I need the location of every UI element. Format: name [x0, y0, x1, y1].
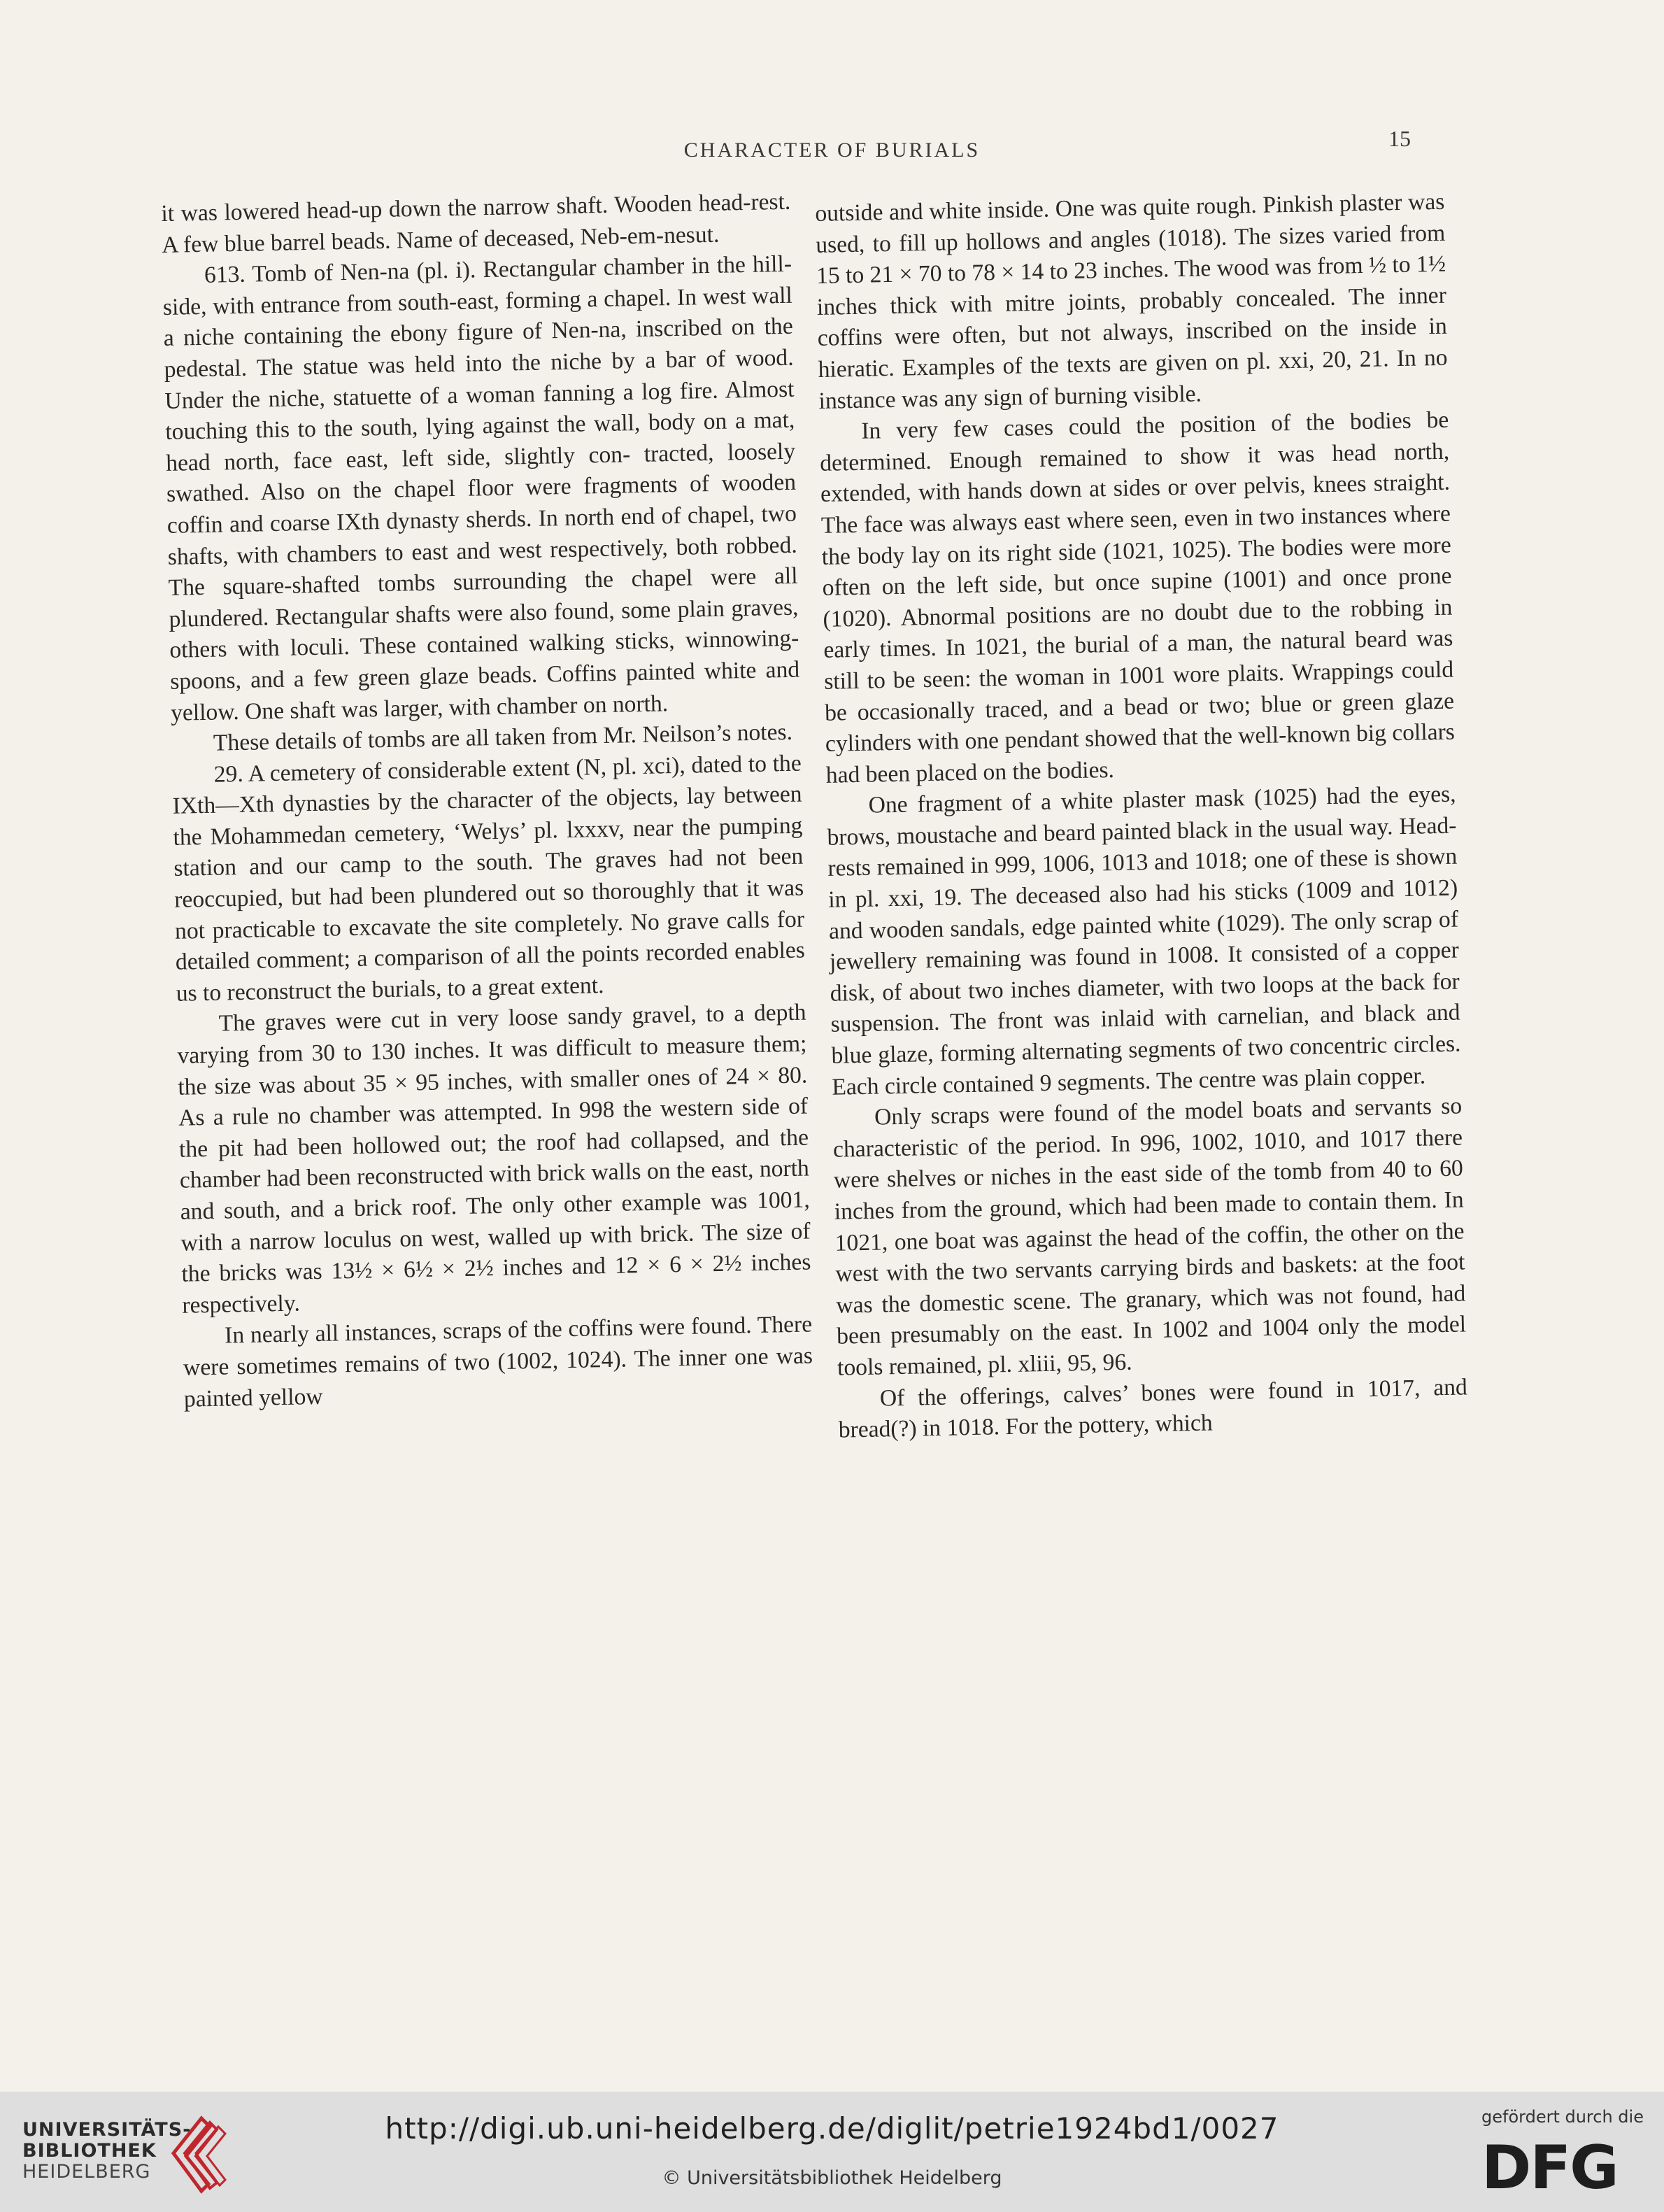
paragraph	[162, 249, 801, 729]
text-line: tracted, loosely swathed. Also on the chapel floor	[166, 438, 796, 508]
text-line: them. In 1021, one boat was against the head of	[834, 1186, 1464, 1256]
permalink-url[interactable]: http://digi.ub.uni-heidelberg.de/diglit/petrie1924bd1/0027	[385, 2111, 1279, 2146]
text-line: to 1½ inches thick with mitre joints, probably	[816, 250, 1446, 320]
text-line: The deceased also had his sticks (1009 and 1012)	[970, 874, 1458, 910]
text-line: One fragment of a white plaster mask (1025) had	[868, 783, 1361, 818]
text-line: not found, had been presumably on the east. In	[836, 1280, 1466, 1350]
library-name-line1: UNIVERSITÄTS-	[22, 2119, 192, 2141]
text-line: are no doubt due to the robbing in early times.	[823, 594, 1453, 664]
text-line: had not been reoccupied, but had been plundered	[173, 844, 804, 913]
text-line: for suspension. The front was inlaid with carnelian,	[830, 968, 1460, 1038]
text-line: These details of tombs are all taken from Mr.	[213, 722, 637, 756]
text-line: segments of two concentric circles. Each circle	[832, 1030, 1461, 1100]
text-line: In very few cases could the position of the bodies	[861, 407, 1411, 444]
text-line: Pinkish plaster was used, to fill up hollows and	[815, 188, 1445, 258]
left-column	[161, 187, 813, 1415]
text-line: the ebony figure of Nen-na, inscribed on the	[352, 313, 794, 348]
text-line: in the east side of the tomb from 40 to 60 inches	[834, 1155, 1464, 1225]
text-line: concealed. The inner coffins were often, but not	[817, 282, 1447, 352]
text-line: dynasty sherds. In north end of chapel, two shafts,	[167, 500, 797, 570]
text-line: The only scrap of jewellery remaining was found	[829, 906, 1459, 976]
footer-bar	[0, 2092, 1664, 2212]
text-line: 613. Tomb of Nen-na (pl. i). Rectangular chamber	[204, 253, 685, 289]
text-line: bead or two; blue or green glaze cylinders with one	[825, 688, 1455, 757]
text-line: the eyes, brows, moustache and beard painted black	[827, 781, 1456, 851]
text-line: also found, some plain graves, others with loculi.	[169, 594, 799, 664]
text-line: collapsed, and the chamber had been reconstructed	[179, 1124, 809, 1194]
text-line: detailed comment; a comparison of all the points	[175, 940, 640, 976]
text-line: dated to the IXth—Xth dynasties by the character	[172, 750, 802, 820]
text-line: 1002 and 1004 only the model tools remained,	[837, 1311, 1467, 1381]
library-name-line3: HEIDELBERG	[22, 2161, 151, 2183]
paragraph	[171, 748, 806, 1009]
text-line: always, inscribed on the inside in hieratic. Examples	[818, 313, 1448, 383]
text-line: servants carrying birds and baskets: at the foot	[1015, 1249, 1465, 1284]
text-line: east where seen, even in two instances where the	[821, 500, 1451, 570]
text-line: Neilson’s notes.	[642, 718, 793, 749]
text-line: was still to be seen: the woman in 1001 wore plaits.	[823, 625, 1453, 695]
text-line: 35 × 95 inches, with smaller ones of 24 × 80. As a	[178, 1062, 808, 1131]
paragraph	[815, 187, 1449, 417]
text-line: and wooden sandals, edge painted white (1029).	[828, 909, 1286, 944]
text-line: had been placed on the bodies.	[825, 756, 1115, 788]
right-column	[815, 187, 1468, 1447]
text-line: angles (1018). The sizes varied from 15 to 21 × 70	[816, 220, 1446, 290]
dfg-logo-text: DFG	[1481, 2138, 1618, 2194]
funder-label: gefördert durch die	[1481, 2107, 1644, 2127]
text-line: Wooden head-rest. A few blue barrel beads. Name	[161, 188, 791, 258]
text-line: out so thoroughly that it was not practicable to	[174, 874, 804, 944]
text-line: pl. xliii, 95, 96.	[988, 1349, 1132, 1378]
text-line: mat, head north, face east, left side, slightly con-	[165, 406, 795, 476]
text-line: 29. A cemetery of considerable extent (N, pl. xci),	[213, 752, 685, 788]
text-line: brick. The size of the bricks was 13½ × 6½ × 2½	[181, 1218, 811, 1287]
paragraph	[826, 779, 1461, 1103]
text-line: to the south, lying against the wall, body on a	[297, 408, 746, 443]
paragraph	[819, 405, 1456, 791]
dfg-logo-icon	[1481, 2138, 1637, 2194]
text-line: a brick roof. The only other example was 1001,	[333, 1186, 810, 1222]
text-line: cemetery, ‘Welys’ pl. lxxxv, near the pumping	[354, 812, 803, 847]
text-line: were fragments of wooden coffin and coarse IXth	[166, 469, 797, 539]
text-line: recorded enables us to reconstruct the burials, to	[176, 937, 806, 1007]
text-line: be determined. Enough remained to show it was	[819, 406, 1449, 476]
text-line: pendant showed that the well-known big collars	[1004, 718, 1456, 754]
text-line: with a narrow loculus on west, walled up with	[180, 1221, 632, 1256]
paragraph	[176, 998, 811, 1321]
text-line: side of the pit had been hollowed out; the roof had	[178, 1093, 809, 1163]
text-line: Wrappings could be occasionally traced, and a	[824, 656, 1454, 726]
text-line: These contained walking sticks, winnowing-spoons,	[169, 625, 799, 695]
text-line: and black and blue glaze, forming alternating	[831, 999, 1460, 1069]
text-line: to 78 × 14 to 23 inches. The wood was from ½	[947, 252, 1387, 287]
text-line: Only scraps were found of the model boats and	[874, 1095, 1346, 1130]
text-line: of the objects, lay between the Mohammedan	[173, 781, 802, 851]
text-line: instance was any sign of burning visible.	[818, 381, 1202, 414]
text-line: with chambers to east and west respectively, both	[236, 533, 718, 569]
text-line: chapel were all plundered. Rectangular shafts were	[169, 562, 798, 632]
text-line: In 1021, the burial of a man, the natural beard	[945, 626, 1408, 661]
text-line: two inches diameter, with two loops at the back	[967, 969, 1425, 1004]
text-line: 1013 and 1018; one of these is shown in pl. xxi, 19.	[827, 844, 1458, 913]
text-line: forming a chapel. In west wall a niche containing	[163, 282, 793, 352]
text-line: was the domestic scene. The granary, which was	[836, 1283, 1314, 1319]
text-line: were found. There were sometimes remains of two	[183, 1311, 813, 1381]
copyright-notice: © Universitätsbibliothek Heidelberg	[662, 2167, 1002, 2189]
text-line: (1002, 1024). The inner one was painted yellow	[183, 1342, 813, 1412]
library-name-line2: BIBLIOTHEK	[22, 2140, 157, 2162]
text-line: difficult to measure them; the size was about	[178, 1030, 807, 1100]
text-line: woman fanning a log fire. Almost touching this	[165, 376, 795, 446]
text-line: to a depth varying from 30 to 130 inches. It was	[177, 999, 806, 1069]
text-line: The graves were cut in very loose sandy gravel,	[218, 1001, 697, 1037]
text-line: outside and white inside. One was quite rough.	[815, 192, 1258, 227]
text-line: or over pelvis, knees straight. The face was always	[820, 469, 1451, 539]
text-line: excavate the site completely. No grave calls for	[348, 906, 805, 941]
text-line: and a few green glaze beads. Coffins painted white	[250, 657, 757, 693]
text-line: in 1008. It consisted of a copper disk, of about	[830, 937, 1460, 1007]
text-line: body lay on its right side (1021, 1025). The bodies	[857, 534, 1344, 569]
text-line: a great extent.	[471, 972, 604, 1001]
text-line: of deceased, Neb-em-nesut.	[458, 221, 720, 253]
paragraph	[183, 1310, 813, 1415]
text-line: of the texts are given on pl. xxi, 20, 21. In no	[1002, 344, 1448, 379]
text-line: and yellow. One shaft was larger, with chamber	[170, 656, 800, 726]
text-line: pedestal. The statue was held into the niche by	[164, 347, 636, 383]
page-number: 15	[1388, 126, 1411, 151]
paragraph	[832, 1091, 1467, 1384]
text-line: 1002, 1010, and 1017 there were shelves or niches	[833, 1124, 1463, 1194]
text-line: in the usual way. Head-rests remained in 999, 1006,	[827, 812, 1457, 882]
text-line: on north.	[583, 690, 669, 718]
text-line: it was lowered head-up down the narrow shaft.	[161, 192, 609, 227]
text-line: in the hill-side, with entrance from south-east,	[162, 250, 792, 320]
paragraph	[838, 1372, 1469, 1446]
text-line: Of the offerings, calves’ bones were found in	[879, 1376, 1355, 1412]
text-line: inches and 12 × 6 × 2½ inches respectively.	[182, 1249, 811, 1319]
text-line: rule no chamber was attempted. In 998 the western	[232, 1094, 734, 1130]
text-line: the coffin, the other on the west with the two	[835, 1218, 1465, 1287]
text-line: from the ground, which had been made to contain	[901, 1188, 1378, 1224]
text-line: with brick walls on the east, north and south, and	[180, 1155, 810, 1225]
text-line: robbed. The square-shafted tombs surrounding the	[168, 532, 798, 602]
text-line: servants so characteristic of the period. In 996,	[832, 1093, 1463, 1163]
running-head: CHARACTER OF BURIALS	[683, 139, 981, 162]
paragraph	[161, 187, 792, 261]
text-line: In nearly all instances, scraps of the coffins	[224, 1314, 634, 1349]
text-line: station and our camp to the south. The graves	[173, 846, 657, 882]
text-line: (1001) and once prone (1020). Abnormal positions	[823, 562, 1452, 632]
text-line: contained 9 segments. The centre was plain copper.	[942, 1063, 1426, 1098]
text-line: head north, extended, with hands down at sides	[820, 438, 1450, 508]
text-line: a bar of wood. Under the niche, statuette of a	[164, 344, 794, 414]
text-line: were more often on the left side, but once supine	[822, 532, 1452, 602]
text-line: 1017, and bread(?) in 1018. For the pottery, which	[838, 1373, 1468, 1443]
